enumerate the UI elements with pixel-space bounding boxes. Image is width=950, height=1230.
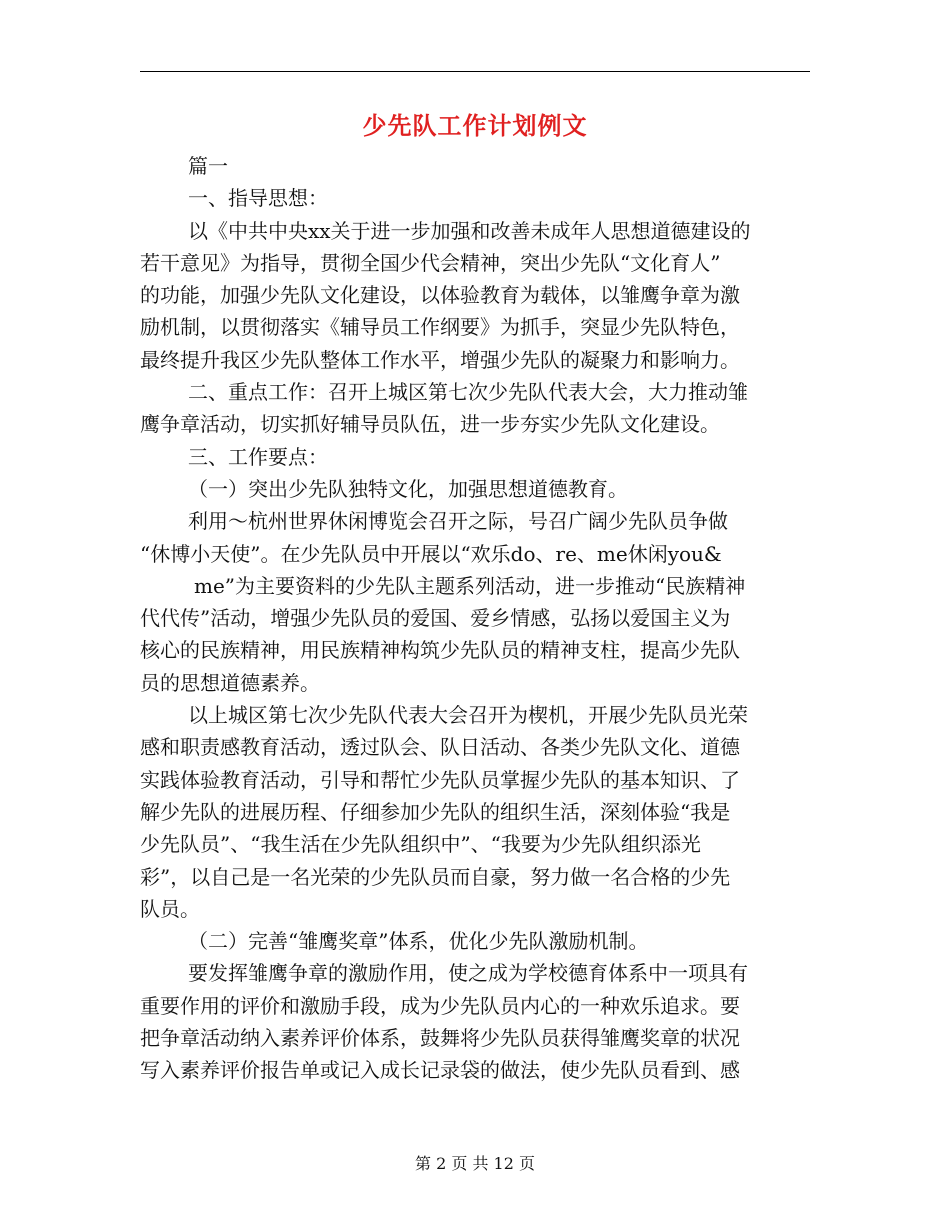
body-line: 员的思想道德素养。 [140,670,320,695]
body-line: 要发挥雏鹰争章的激励作用，使之成为学校德育体系中一项具有 [188,961,748,986]
body-line: 少先队员”、“我生活在少先队组织中”、“我要为少先队组织添光 [140,832,701,857]
body-line: 一、指导思想： [188,186,328,211]
body-line: 三、工作要点： [188,444,328,469]
body-line: 以上城区第七次少先队代表大会召开为楔机，开展少先队员光荣 [188,703,748,728]
body-line: 以《中共中央xx关于进一步加强和改善未成年人思想道德建设的 [188,218,751,243]
body-line: 励机制，以贯彻落实《辅导员工作纲要》为抓手，突显少先队特色， [140,315,740,340]
body-line: 若干意见》为指导，贯彻全国少代会精神，突出少先队“文化育人” [140,250,721,275]
body-line: 队员。 [140,896,200,921]
body-line: 最终提升我区少先队整体工作水平，增强少先队的凝聚力和影响力。 [140,347,740,372]
body-line: 写入素养评价报告单或记入成长记录袋的做法，使少先队员看到、感 [140,1058,740,1083]
body-line: 解少先队的进展历程、仔细参加少先队的组织生活，深刻体验“我是 [140,799,731,824]
body-line: 鹰争章活动，切实抓好辅导员队伍，进一步夯实少先队文化建设。 [140,412,720,437]
page-footer: 第 2 页 共 12 页 [415,1154,535,1173]
body-line: “休博小天使”。在少先队员中开展以“欢乐do、re、me休闲you& [140,541,722,566]
body-line: 核心的民族精神，用民族精神构筑少先队员的精神支柱，提高少先队 [140,638,740,663]
body-line: 的功能，加强少先队文化建设，以体验教育为载体，以雏鹰争章为激 [140,283,740,308]
body-line: 二、重点工作：召开上城区第七次少先队代表大会，大力推动雏 [188,380,748,405]
header-rule [140,71,810,72]
body-line: me”为主要资料的少先队主题系列活动，进一步推动“民族精神 [194,573,746,598]
body-line: 彩”，以自己是一名光荣的少先队员而自豪，努力做一名合格的少先 [140,864,731,889]
body-line: 实践体验教育活动，引导和帮忙少先队员掌握少先队的基本知识、了 [140,767,740,792]
body-line: 利用～杭州世界休闲博览会召开之际，号召广阔少先队员争做 [188,509,728,534]
body-line: （二）完善“雏鹰奖章”体系，优化少先队激励机制。 [188,929,649,954]
body-line: 重要作用的评价和激励手段，成为少先队员内心的一种欢乐追求。要 [140,993,740,1018]
document-body [140,150,810,1087]
body-line: 代代传”活动，增强少先队员的爱国、爱乡情感，弘扬以爱国主义为 [140,606,731,631]
document-title: 少先队工作计划例文 [362,111,588,140]
body-line: 把争章活动纳入素养评价体系，鼓舞将少先队员获得雏鹰奖章的状况 [140,1026,740,1051]
body-line: （一）突出少先队独特文化，加强思想道德教育。 [188,476,628,501]
body-line: 篇一 [188,154,228,178]
body-line: 感和职责感教育活动，透过队会、队日活动、各类少先队文化、道德 [140,735,740,760]
